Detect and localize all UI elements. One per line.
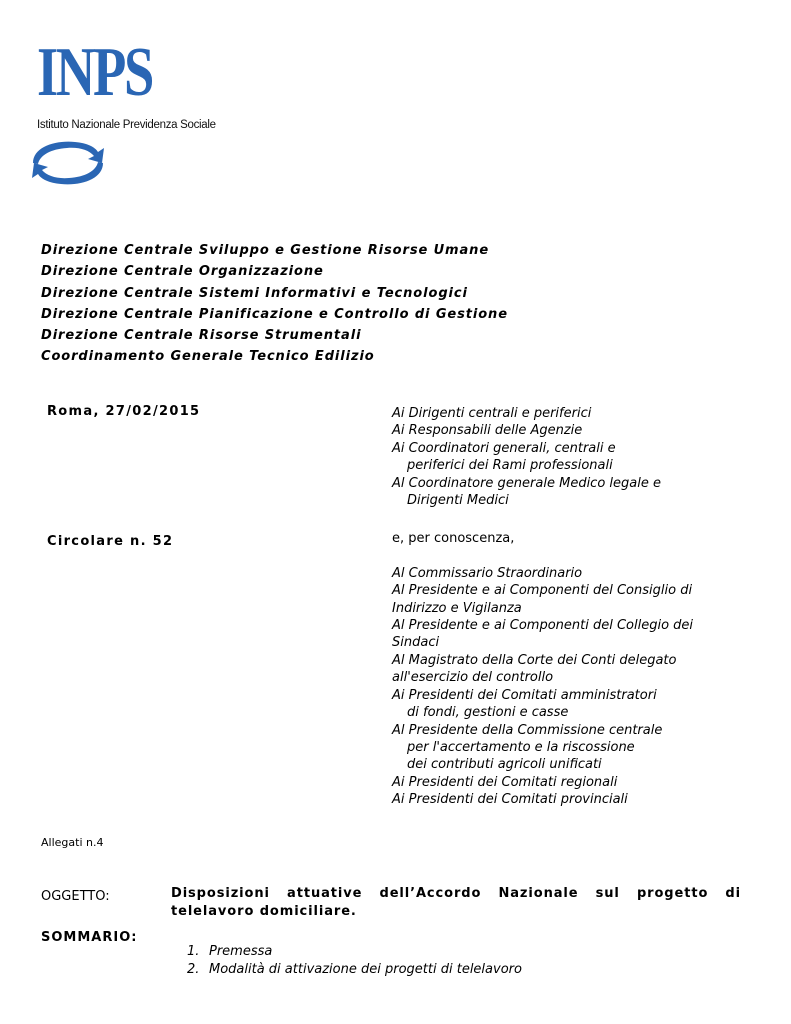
attachments-count: Allegati n.4 xyxy=(41,836,104,849)
recipient-line: Ai Coordinatori generali, centrali e xyxy=(392,440,616,456)
recipient-line: di fondi, gestioni e casse xyxy=(407,705,569,721)
circular-number: Circolare n. 52 xyxy=(47,534,174,549)
summary-item xyxy=(187,943,522,961)
recipients-block xyxy=(392,405,693,809)
summary-item-text: Premessa xyxy=(209,944,273,959)
directorate-item: Direzione Centrale Organizzazione xyxy=(41,264,324,280)
subject-label: OGGETTO: xyxy=(41,889,110,904)
inps-logo-wordmark: INPS xyxy=(37,34,153,111)
directorate-item: Direzione Centrale Risorse Strumentali xyxy=(41,328,362,344)
recipient-line: Al Presidente e ai Componenti del Collegio dei xyxy=(392,618,694,634)
recipient-line: periferici dei Rami professionali xyxy=(407,458,613,474)
directorate-item: Direzione Centrale Pianificazione e Controllo di Gestione xyxy=(41,306,508,322)
summary-item-number: 1. xyxy=(187,944,200,959)
summary-item xyxy=(187,961,522,979)
recipient-line: Dirigenti Medici xyxy=(407,493,509,509)
for-knowledge-recipients xyxy=(392,565,693,809)
summary-list xyxy=(187,943,522,978)
recipient-line: Al Magistrato della Corte dei Conti delegato xyxy=(392,652,677,668)
recipient-line: Ai Responsabili delle Agenzie xyxy=(392,423,583,439)
summary-item-number: 2. xyxy=(187,961,200,977)
recipient-line: per l'accertamento e la riscossione xyxy=(407,739,635,755)
directorate-list xyxy=(41,240,508,368)
recipient-line: all'esercizio del controllo xyxy=(392,670,554,686)
recipient-line: Ai Presidenti dei Comitati amministratori xyxy=(392,687,657,703)
recipient-line: Al Presidente della Commissione centrale xyxy=(392,722,663,738)
recipient-line: Al Coordinatore generale Medico legale e xyxy=(392,475,661,491)
subject-text: Disposizioni attuative dell’Accordo Nazionale sul progetto di telelavoro domiciliare. xyxy=(171,886,741,919)
recipient-line: Indirizzo e Vigilanza xyxy=(392,600,522,616)
directorate-item: Direzione Centrale Sviluppo e Gestione Risorse Umane xyxy=(41,243,490,258)
directorate-item: Direzione Centrale Sistemi Informativi e Tecnologici xyxy=(41,285,468,301)
recipient-line: Sindaci xyxy=(392,635,440,651)
institute-name: Istituto Nazionale Previdenza Sociale xyxy=(37,119,216,131)
summary-label: SOMMARIO: xyxy=(41,930,138,945)
directorate-item: Coordinamento Generale Tecnico Edilizio xyxy=(41,349,375,365)
recipient-line: Ai Dirigenti centrali e periferici xyxy=(392,406,592,421)
recipient-line: dei contributi agricoli unificati xyxy=(407,757,602,773)
summary-item-text: Modalità di attivazione dei progetti di telelavoro xyxy=(209,961,522,977)
recipient-line: Ai Presidenti dei Comitati regionali xyxy=(392,774,618,790)
for-knowledge-label: e, per conoscenza, xyxy=(392,531,515,547)
primary-recipients xyxy=(392,405,693,509)
inps-arrows-logo-icon xyxy=(27,137,109,189)
recipient-line: Al Presidente e ai Componenti del Consiglio di xyxy=(392,583,693,599)
recipient-line: Ai Presidenti dei Comitati provinciali xyxy=(392,792,628,808)
recipient-line: Al Commissario Straordinario xyxy=(392,565,583,581)
place-date: Roma, 27/02/2015 xyxy=(47,404,201,419)
